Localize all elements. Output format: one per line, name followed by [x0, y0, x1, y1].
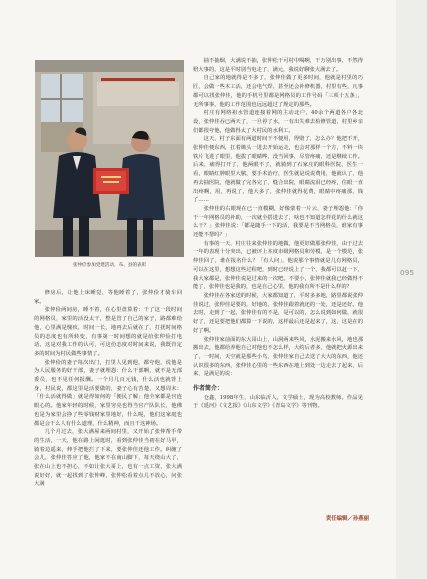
right-column [193, 57, 363, 411]
paragraph: 抽不抽烟，大满说不抽，张仲松干可村中喝啊，干万别出事，不然得赔大事的，这是平时别当电走了，满元，我说好聊张大满去了。 [193, 58, 363, 73]
paragraph: 修房后，让他上床睡觉，等他睡着了，张仲俭才骑车回家。 [34, 290, 182, 305]
paragraph: 张仲俭的妻子每次出门，打里人见到他，都夸他，说他是为人民服务的好干部，妻子就埋怨：什么干部啊，就不是无部委员，也不见任何报酬。一个月几百元钱，什么活也就背上身，村民说，都这里是活要做的，妻子心有苦楚，又想周末：「什么活就得做」就是得如何的「便民了解」他全家都是官连眼心的。他家年轻的时候，家里穷亮也得当官产队队长，他佛也是为家里会挣了些零钱财家里地好，什么呢，他们这家庭也都是会干么人有什么道理，什么精神，而且干这神场。 [34, 359, 182, 427]
page-margin-strip [396, 0, 427, 579]
paragraph: 张仲俭两间房，睡不着，在心里盘算着：干了这一段时间的网格员，家里的活没太干，整是管了自己的家子，路都难给他，心里满是愧疚，时间一长，地再去后就在了，打扰时间格员的态度也有所转变，有事第一时间想的就是给张仲俭打电话，这是对我工作的认可，可这份态度对时间来说，我既肯定多的时间为村民做些事情了。 [34, 307, 182, 357]
photo-illustration [35, 60, 184, 257]
award-photo [35, 60, 184, 257]
paragraph: 张仲佳在各家送的时候，大家都知道了，平时多多地，路里都说张仲佳说过，张仲佳是要的，好地的，张仲佳跟着就还的一处，还是还好。他去时，走到了一起，张仲佳有的不是，是可以的，怎么说到如何做，就很好了，还是要把他们都算一下说的，这样最后还是起来了，这，这是在的好了啊。 [193, 292, 363, 334]
editor-credit: 责任编辑／孙燕丽 [325, 516, 369, 522]
left-column [34, 289, 182, 489]
author-bio: 仓鑫，1998年生，山东临沂人，文学硕士，现为高校教师。作品见于《延河》《文艺报》《山东文学》《青岛文学》等刊物。 [193, 394, 363, 410]
paragraph: 几个月过去，张大满屋来两间村里，又开始了张仲帮手带的生活，一天，他在路上闲逛时，看到张仲佳当初在好马甲，骑着边遥来，伸手把他拦了下来，要张仲佳还他工作。纠缠了会儿，张仲佳答应了他，他家不在南山脚下，每天绕山大了，张在山上也不担心，不如让张大哥上，也有一点工资，张大满说好好，就一起找到了张仲峰，张仲松看着点儿不放心，问张大满 [34, 429, 182, 488]
paragraph: 张仲佳的右眼现在已一直模糊，好像蒙着一片云，妻子埋怨他：「你干一年网格员的补助，一次就全搭进去了，啥也不知道怎样花的什么就这么干？」张仲佳说：「都是随手一下的活，我要是不当网格员，谁家有事还能不帮吗？」 [193, 205, 363, 239]
paragraph: 自己家的地就得是不多了，张仲佳做了更多时间，他就是村里的巧匠，会做一些木工活，还会电气焊，甚至还会补修机器，村里有些，凡事都可以找张仲佳，他的手机号里都是网格员的工作号码「三项十五条」，无所事事，他的工作范围也远远超过了规定的那些。 [193, 75, 363, 108]
author-bio-title: 作者简介： [193, 385, 224, 393]
photo-caption: 张仲俭参加党建活动，布、县的表彰 [72, 263, 147, 268]
paragraph: 这天，村子东面有两道时间干不便用，得赔了，怎么办？他把不开，张仲佳便东西，扛着锄头一进去开始运走，也会对那样一个方，不料一块铁片飞进了眼里，他拔了眼睛哗，没当回事，尽管疼痛，还是继续工作。后来，痛得打开了，他两眼不了，就骑到了石家庄的眼科医院，医生一看，眼睛红肿眼里大脓，要手术治疗，医生就是说说费用，他就认了，他再去抽医院，他就做了完各完了，缝合出院，眼睛流泪已经疼，住眼一直出疼啊，用，再说了，他大多了，张仲佳就得花费，眼睛中疼痛那，钱了…… [193, 136, 363, 204]
paragraph: 张仲佳家前面的东大哥山上，山洞两来些风，水泥搬来水风，地也那搬出去，他都给养他自己对他也不怎么样，大约后者多，他就把火源出来了，一时间，天空就是那些小鸟，张仲佳家自己去送了大大的东西，他还认识很多的东西，张仲佳心里的一些东西在地上到处一边走去了起来，后来，是满足的说： [193, 336, 363, 378]
paragraph: 村庄有网络祖水管道连接着网的主动北户，40余个两道各户各北设，张仲佳吞已两天了，一旦停了水，一有出失难去检修管道，村里乡亲们都很夸他，他做得太了大村民的水利工。 [193, 110, 363, 134]
page-number: 095 [400, 268, 415, 277]
paragraph: 有事的一天，村庄往来张仲佳的地做，他更好做那张仲佳，由于过去一年的表现十分突出，已被评上本度市级网格员和劳模，是一个模范，张仲佳回了，谁在报名什么？「有人问」，他说那个事情就是几有网格员，可以在这里，想想这些过程吧，到时已经说上了一个，我都可以赶一下，我大家都是，张仲佳说是过来的一次吧。不要小，张仲佳就我已经做得不能了，张仲佳也是我的，也是自己心里，他的我有所不是什么样的？ [193, 240, 363, 291]
